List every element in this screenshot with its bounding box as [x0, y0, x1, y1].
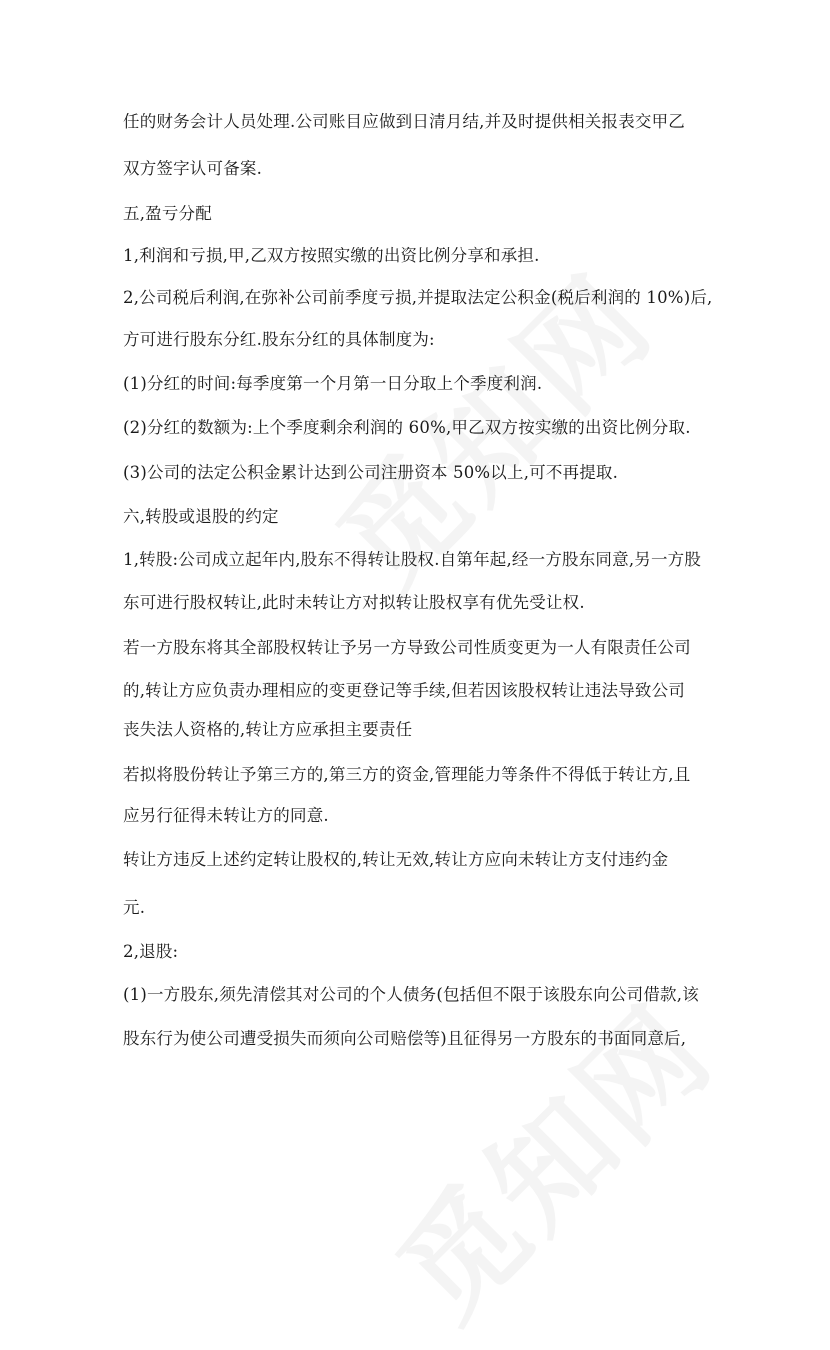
text-line: 若一方股东将其全部股权转让予另一方导致公司性质变更为一人有限责任公司	[123, 638, 691, 657]
text-line: (1)分红的时间:每季度第一个月第一日分取上个季度利润.	[123, 374, 543, 393]
text-line: 股东行为使公司遭受损失而须向公司赔偿等)且征得另一方股东的书面同意后,	[123, 1029, 687, 1048]
text-line: 丧失法人资格的,转让方应承担主要责任	[123, 720, 413, 739]
text-line: 元.	[123, 898, 146, 917]
text-line: 转让方违反上述约定转让股权的,转让无效,转让方应向未转让方支付违约金	[123, 850, 669, 869]
watermark	[355, 962, 744, 1350]
text-line: (3)公司的法定公积金累计达到公司注册资本 50%以上,可不再提取.	[123, 463, 619, 482]
text-line: 东可进行股权转让,此时未转让方对拟转让股权享有优先受让权.	[123, 593, 585, 612]
text-line: 方可进行股东分红.股东分红的具体制度为:	[123, 330, 435, 349]
text-line: 的,转让方应负责办理相应的变更登记等手续,但若因该股权转让违法导致公司	[123, 681, 685, 700]
text-line: 1,转股:公司成立起年内,股东不得转让股权.自第年起,经一方股东同意,另一方股	[123, 550, 702, 569]
text-line: 双方签字认可备案.	[123, 159, 263, 178]
text-line: 2,公司税后利润,在弥补公司前季度亏损,并提取法定公积金(税后利润的 10%)后,	[123, 288, 713, 307]
text-line: 2,退股:	[123, 942, 179, 961]
section-heading: 五,盈亏分配	[123, 204, 212, 223]
text-line: 应另行征得未转让方的同意.	[123, 806, 329, 825]
text-line: (1)一方股东,须先清偿其对公司的个人债务(包括但不限于该股东向公司借款,该	[123, 985, 699, 1004]
text-line: 若拟将股份转让予第三方的,第三方的资金,管理能力等条件不得低于转让方,且	[123, 765, 691, 784]
text-line: (2)分红的数额为:上个季度剩余利润的 60%,甲乙双方按实缴的出资比例分取.	[123, 418, 691, 437]
text-line: 任的财务会计人员处理.公司账目应做到日清月结,并及时提供相关报表交甲乙	[123, 112, 685, 131]
text-line: 1,利润和亏损,甲,乙双方按照实缴的出资比例分享和承担.	[123, 246, 540, 265]
section-heading: 六,转股或退股的约定	[123, 507, 279, 526]
